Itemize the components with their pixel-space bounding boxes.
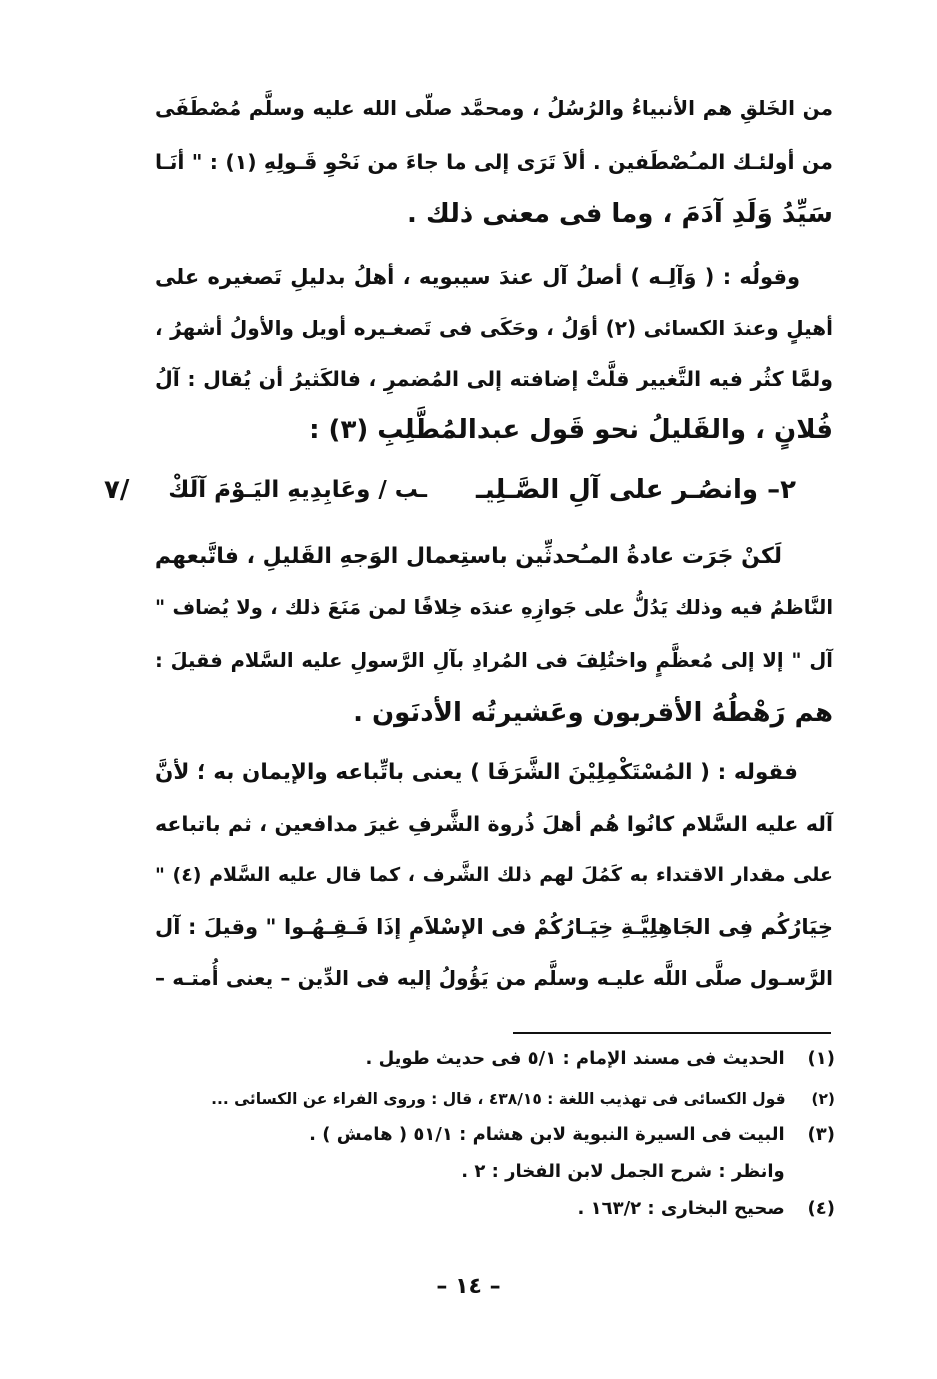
verse-first-hemistich: ٢– وانصُـر على آلِ الصَّـلِيـ <box>475 475 796 505</box>
footnote-2 <box>200 1086 835 1112</box>
page-number: – ١٤ – <box>436 1274 501 1299</box>
footnote-3 <box>200 1122 835 1148</box>
footnote-2-text: قول الكسائى فى تهذيب اللغة : ٤٣٨/١٥ ، قال : وروى الفراء عن الكسائى ... <box>211 1090 786 1108</box>
paragraph-4-line-1: فقوله : ( المُسْتَكْمِلِيْنَ الشَّرَفَا ) يعنى باتِّباعه والإيمان به ؛ لأنَّ <box>155 760 798 785</box>
margin-reference: /٧ <box>104 475 130 505</box>
paragraph-1-line-3: سَيِّدُ وَلَدِ آدَمَ ، وما فى معنى ذلك . <box>407 199 833 229</box>
paragraph-2-line-4: فُلانٍ ، والقَليلُ نحو قَول عبدالمُطَّلِبِ (٣) : <box>309 415 833 445</box>
paragraph-2-line-2: أهيلٍ وعندَ الكسائى (٢) أوَلُ ، وحَكَى فى تَصغـيره أويل والأولُ أشهرُ ، <box>155 316 833 340</box>
footnote-1-number: (١) <box>807 1048 835 1069</box>
footnote-4-text: صحيح البخارى : ١٦٣/٢ . <box>577 1198 785 1219</box>
footnote-3-continuation-text: وانظر : شرح الجمل لابن الفخار : ٢ . <box>461 1161 785 1182</box>
paragraph-4-line-2: آله عليه السَّلام كانُوا هُم أهلَ ذُروة الشَّرفِ غيرَ مدافعين ، ثم باتباعه <box>155 812 833 836</box>
footnote-separator <box>513 1032 831 1034</box>
paragraph-1-line-1: من الخَلقِ هم الأنبياءُ والرُسُلُ ، ومحمَّد صلّى الله عليه وسلَّم مُصْطَفَى <box>155 96 833 120</box>
paragraph-3-line-2: النَّاظمُ فيه وذلك يَدُلُّ على جَوازِهِ عندَه خِلافًا لمن مَنَعَ ذلك ، ولا يُضاف " <box>155 596 833 619</box>
paragraph-2-line-1: وقولُه : ( وَآلِـه ) أصلُ آل عندَ سيبويه ، أهلُ بدليلِ تَصغيره على <box>155 265 800 289</box>
footnote-1-text: الحديث فى مسند الإمام : ٥/١ فى حديث طويل . <box>365 1048 785 1069</box>
footnote-1 <box>200 1046 835 1072</box>
paragraph-3-line-4: هم رَهْطُهُ الأقربون وعَشيرتُه الأدنَون . <box>353 698 833 728</box>
footnote-2-number: (٢) <box>811 1090 835 1108</box>
paragraph-4-line-5: الرَّسـول صلَّى اللَّه عليـه وسلَّم من يَؤُولُ إليه فى الدِّين – يعنى أُمتـه – <box>155 966 833 990</box>
paragraph-2-line-3: ولمَّا كثُر فيه التَّغيير قلَّتْ إضافته إلى المُضمرِ ، فالكَثيرُ أن يُقال : آلُ <box>155 367 833 391</box>
footnote-4-number: (٤) <box>807 1198 835 1219</box>
footnote-3-text: البيت فى السيرة النبوية لابن هشام : ٥١/١ ( هامش ) . <box>309 1124 785 1145</box>
paragraph-1-line-2: من أولئـك المـُصْطَفين . ألاَ تَرَى إلى ما جاءَ من نَحْوِ قَـولِهِ (١) : " أنَـا <box>155 150 833 174</box>
verse-second-hemistich: ـب / وعَابِدِيهِ اليَـوْمَ آلَكْ <box>168 477 427 503</box>
paragraph-4-line-4: خِيَارُكُم فِى الجَاهِلِيَّـةِ خِيَـارُكُمْ فى الإسْلاَمِ إذَا فَـقِـهُـوا " وقيلَ : آل <box>155 915 833 939</box>
footnote-3-number: (٣) <box>807 1124 835 1145</box>
footnote-3-continuation <box>200 1159 835 1185</box>
paragraph-4-line-3: على مقدار الاقتداء به كَمُلَ لهم ذلك الشَّرف ، كما قال عليه السَّلام (٤) " <box>155 864 834 886</box>
paragraph-3-line-1: لَكنْ جَرَت عادةُ المـُحدثِّين باستِعمال الوَجهِ القَليلِ ، فاتَّبعهم <box>154 544 782 569</box>
paragraph-3-line-3: آل " إلا إلى مُعظَّمٍ واختُلِفَ فى المُرادِ بآلِ الرَّسولِ عليه السَّلام فقيلَ : <box>155 649 833 672</box>
footnote-4 <box>200 1196 835 1222</box>
